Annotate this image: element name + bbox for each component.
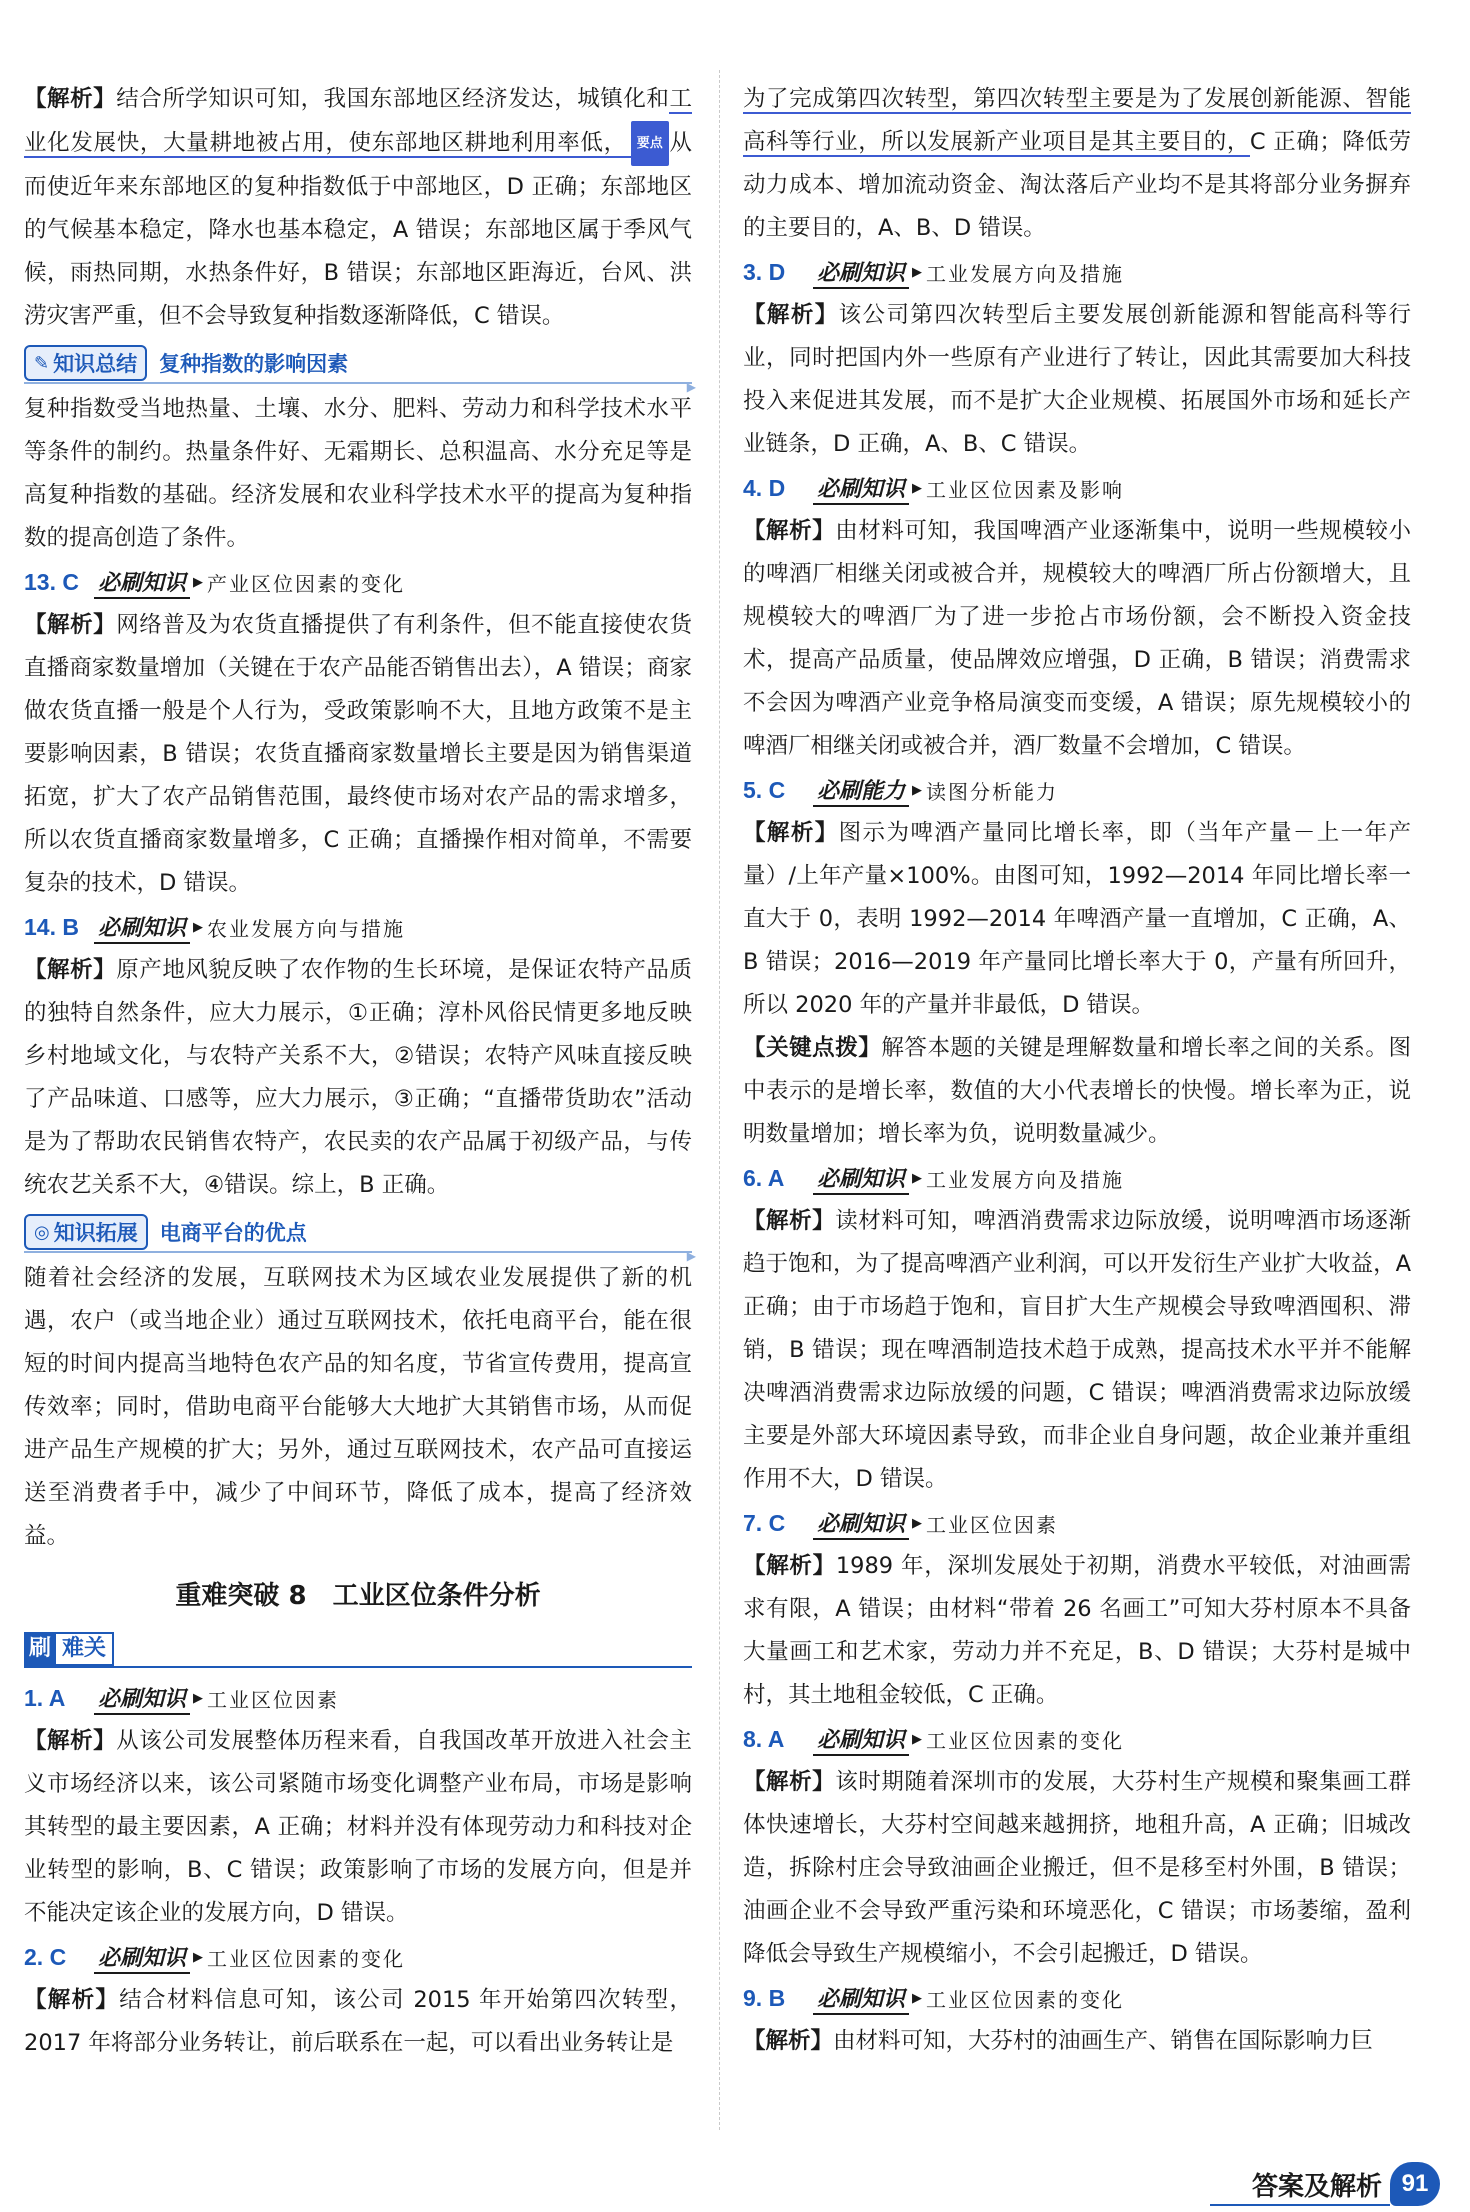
triangle-right-icon: ▶ <box>912 264 923 280</box>
question-14-header <box>24 905 692 949</box>
lightbulb-icon: ✎ <box>34 352 50 374</box>
question-number: 2. C <box>24 1943 67 1970</box>
footer-label: 答案及解析 <box>1251 2171 1382 2202</box>
section-title: 重难突破 8 工业区位条件分析 <box>175 1581 541 1611</box>
triangle-right-icon: ▶ <box>193 574 204 590</box>
triangle-right-icon: ▶ <box>912 1515 923 1531</box>
left-column <box>24 78 692 2065</box>
question-5-key-point: 【关键点拨】解答本题的关键是理解数量和增长率之间的关系。图中表示的是增长率，数值的大小代表增长的快慢。增长率为正，说明数量增加；增长率为负，说明数量减少。 <box>743 1035 1411 1147</box>
question-2-continued: 为了完成第四次转型，第四次转型主要是为了发展创新能源、智能高科等行业，所以发展新产业项目是其主要目的，C 正确；降低劳动力成本、增加流动资金、淘汰落后产业均不是其将部分业务摒弃的主要目的，A、B、D 错误。 <box>743 86 1411 241</box>
question-number: 1. A <box>24 1684 66 1711</box>
question-2-analysis: 【解析】结合材料信息可知，该公司 2015 年开始第四次转型，2017 年将部分业务转让，前后联系在一起，可以看出业务转让是 <box>24 1987 692 2056</box>
question-13-header <box>24 560 692 604</box>
question-7-header <box>743 1501 1411 1545</box>
triangle-right-icon: ▶ <box>912 1170 923 1186</box>
question-8-header <box>743 1717 1411 1761</box>
question-topic: 工业发展方向及措施 <box>926 1167 1125 1192</box>
question-3-header <box>743 250 1411 294</box>
q12-highlight: 工业化发展快，大量耕地被占用，使东部地区耕地利用率低， 要点 <box>24 86 692 158</box>
question-9-analysis: 【解析】由材料可知，大芬村的油画生产、销售在国际影响力巨 <box>743 2028 1374 2054</box>
question-category: 必刷知识 <box>813 1162 909 1195</box>
summary-title: 复种指数的影响因素 <box>159 352 349 376</box>
question-topic: 工业发展方向及措施 <box>926 261 1125 286</box>
key-point-tag: 关键点拨 <box>766 1035 859 1061</box>
question-6-analysis: 【解析】读材料可知，啤酒消费需求边际放缓，说明啤酒市场逐渐趋于饱和，为了提高啤酒产业利润，可以开发衍生产业扩大收益，A 正确；由于市场趋于饱和，盲目扩大生产规模会导致啤酒囤积、滞销，B 错误；现在啤酒制造技术趋于成熟，提高技术水平并不能解决啤酒消费需求边际放缓的问题，C 错误；啤酒消费需求边际放缓主要是外部大环境因素导致，而非企业自身问题，故企业兼并重组作用不大，D 错误。 <box>743 1208 1411 1492</box>
question-topic: 工业区位因素 <box>926 1512 1059 1537</box>
summary-text: 复种指数受当地热量、土壤、水分、肥料、劳动力和科学技术水平等条件的制约。热量条件好、无霜期长、总积温高、水分充足等是高复种指数的基础。经济发展和农业科学技术水平的提高为复种指数的提高创造了条件。 <box>24 396 692 551</box>
triangle-right-icon: ▶ <box>912 1731 923 1747</box>
question-3-analysis: 【解析】该公司第四次转型后主要发展创新能源和智能高科等行业，同时把国内外一些原有产业进行了转让，因此其需要加大科技投入来促进其发展，而不是扩大企业规模、拓展国外市场和延长产业链条，D 正确，A、B、C 错误。 <box>743 302 1411 457</box>
question-category: 必刷知识 <box>813 472 909 505</box>
q12-analysis: 【解析】结合所学知识可知，我国东部地区经济发达，城镇化和工业化发展快，大量耕地被占用，使东部地区耕地利用率低， 要点 从而使近年来东部地区的复种指数低于中部地区，D 正确；东部地区的气候基本稳定，降水也基本稳定，A 错误；东部地区属于季风气候，雨热同期，水热条件好，B 错误；东部地区距海近，台风、洪涝灾害严重，但不会导致复种指数逐渐降低，C 错误。 <box>24 86 692 329</box>
question-7-analysis: 【解析】1989 年，深圳发展处于初期，消费水平较低，对油画需求有限，A 错误；由材料“带着 26 名画工”可知大芬村原本不具备大量画工和艺术家，劳动力并不充足，B、D 错误；大芬村是城中村，其土地租金较低，C 正确。 <box>743 1553 1411 1708</box>
question-topic: 工业区位因素的变化 <box>926 1987 1125 2012</box>
question-topic: 农业发展方向与措施 <box>207 916 406 941</box>
question-number: 9. B <box>743 1984 786 2011</box>
question-6-header <box>743 1156 1411 1200</box>
question-5-header <box>743 768 1411 812</box>
question-number: 3. D <box>743 258 786 285</box>
question-topic: 读图分析能力 <box>926 779 1059 804</box>
question-14-analysis: 【解析】原产地风貌反映了农作物的生长环境，是保证农特产品质的独特自然条件，应大力展示，①正确；淳朴风俗民情更多地反映乡村地域文化，与农特产关系不大，②错误；农特产风味直接反映了产品味道、口感等，应大力展示，③正确；“直播带货助农”活动是为了帮助农民销售农特产，农民卖的农产品属于初级产品，与传统农艺关系不大，④错误。综上，B 正确。 <box>24 957 692 1198</box>
question-4-analysis: 【解析】由材料可知，我国啤酒产业逐渐集中，说明一些规模较小的啤酒厂相继关闭或被合并，规模较大的啤酒厂所占份额增大，且规模较大的啤酒厂为了进一步抢占市场份额，会不断投入资金技术，提高产品质量，使品牌效应增强，D 正确，B 错误；消费需求不会因为啤酒产业竞争格局演变而变缓，A 错误；原先规模较小的啤酒厂相继关闭或被合并，酒厂数量不会增加，C 错误。 <box>743 518 1411 759</box>
question-topic: 产业区位因素的变化 <box>207 571 406 596</box>
question-category: 必刷知识 <box>94 1682 190 1715</box>
question-4-header <box>743 466 1411 510</box>
question-2-header <box>24 1935 692 1979</box>
question-number: 7. C <box>743 1509 786 1536</box>
question-1-header <box>24 1676 692 1720</box>
question-5-analysis: 【解析】图示为啤酒产量同比增长率，即（当年产量－上一年产量）/上年产量×100%。由图可知，1992—2014 年同比增长率一直大于 0，表明 1992—2014 年啤酒产量一直增加，C 正确，A、B 错误；2016—2019 年产量同比增长率大于 0，产量有所回升，所以 2020 年的产量并非最低，D 错误。 <box>743 820 1411 1018</box>
question-13-analysis: 【解析】网络普及为农货直播提供了有利条件，但不能直接使农货直播商家数量增加（关键在于农产品能否销售出去），A 错误；商家做农货直播一般是个人行为，受政策影响不大，且地方政策不是主要影响因素，B 错误；农货直播商家数量增长主要是因为销售渠道拓宽，扩大了农产品销售范围，最终使市场对农产品的需求增多，所以农货直播商家数量增多，C 正确；直播操作相对简单，不需要复杂的技术，D 错误。 <box>24 612 692 896</box>
summary-box-header <box>24 344 692 384</box>
question-category: 必刷知识 <box>813 1723 909 1756</box>
page-number: 91 <box>1390 2162 1440 2206</box>
question-number: 13. C <box>24 568 79 595</box>
triangle-right-icon: ▶ <box>912 1990 923 2006</box>
question-topic: 工业区位因素 <box>207 1687 340 1712</box>
question-category: 必刷知识 <box>813 1507 909 1540</box>
triangle-right-icon: ▶ <box>912 782 923 798</box>
extension-text: 随着社会经济的发展，互联网技术为区域农业发展提供了新的机遇，农户（或当地企业）通过互联网技术，依托电商平台，能在很短的时间内提高当地特色农产品的知名度，节省宣传费用，提高宣传效率；同时，借助电商平台能够大大地扩大其销售市场，从而促进产品生产规模的扩大；另外，通过互联网技术，农产品可直接运送至消费者手中，减少了中间环节，降低了成本，提高了经济效益。 <box>24 1265 692 1549</box>
question-8-analysis: 【解析】该时期随着深圳市的发展，大芬村生产规模和聚集画工群体快速增长，大芬村空间越来越拥挤，地租升高，A 正确；旧城改造，拆除村庄会导致油画企业搬迁，但不是移至村外围，B 错误；油画企业不会导致严重污染和环境恶化，C 错误；市场萎缩，盈利降低会导致生产规模缩小，不会引起搬迁，D 错误。 <box>743 1769 1411 1967</box>
level-bar <box>24 1626 692 1668</box>
question-category: 必刷知识 <box>813 1982 909 2015</box>
question-category: 必刷知识 <box>94 911 190 944</box>
question-number: 4. D <box>743 474 786 501</box>
level-badge: 刷 难关 <box>24 1632 114 1666</box>
triangle-right-icon: ▶ <box>193 919 204 935</box>
extension-title: 电商平台的优点 <box>159 1221 307 1245</box>
question-number: 5. C <box>743 776 786 803</box>
footer-rule <box>1210 2204 1390 2206</box>
page-footer <box>1252 2162 1440 2206</box>
question-topic: 工业区位因素及影响 <box>926 477 1125 502</box>
question-category: 必刷知识 <box>94 1941 190 1974</box>
question-number: 14. B <box>24 913 79 940</box>
right-column <box>743 78 1411 2063</box>
question-topic: 工业区位因素的变化 <box>926 1728 1125 1753</box>
summary-badge: ✎ 知识总结 <box>24 345 147 381</box>
bulb-icon: ◎ <box>34 1221 50 1243</box>
triangle-right-icon: ▶ <box>912 480 923 496</box>
question-number: 8. A <box>743 1725 785 1752</box>
question-1-analysis: 【解析】从该公司发展整体历程来看，自我国改革开放进入社会主义市场经济以来，该公司紧随市场变化调整产业布局，市场是影响其转型的最主要因素，A 正确；材料并没有体现劳动力和科技对企业转型的影响，B、C 错误；政策影响了市场的发展方向，但是并不能决定该企业的发展方向，D 错误。 <box>24 1728 692 1926</box>
question-number: 6. A <box>743 1164 785 1191</box>
triangle-right-icon: ▶ <box>193 1690 204 1706</box>
extension-badge: ◎ 知识拓展 <box>24 1214 148 1250</box>
question-9-header <box>743 1976 1411 2020</box>
analysis-tag: 【解析】 <box>24 86 117 112</box>
question-category: 必刷能力 <box>813 774 909 807</box>
question-category: 必刷知识 <box>813 256 909 289</box>
triangle-right-icon: ▶ <box>193 1949 204 1965</box>
question-topic: 工业区位因素的变化 <box>207 1946 406 1971</box>
q2-highlight: 为了完成第四次转型，第四次转型主要是为了发展创新能源、智能高科等行业，所以发展新产业项目是其主要目的， <box>743 86 1411 155</box>
extension-box-header <box>24 1213 692 1253</box>
question-category: 必刷知识 <box>94 566 190 599</box>
key-point-marker: 要点 <box>631 121 669 166</box>
